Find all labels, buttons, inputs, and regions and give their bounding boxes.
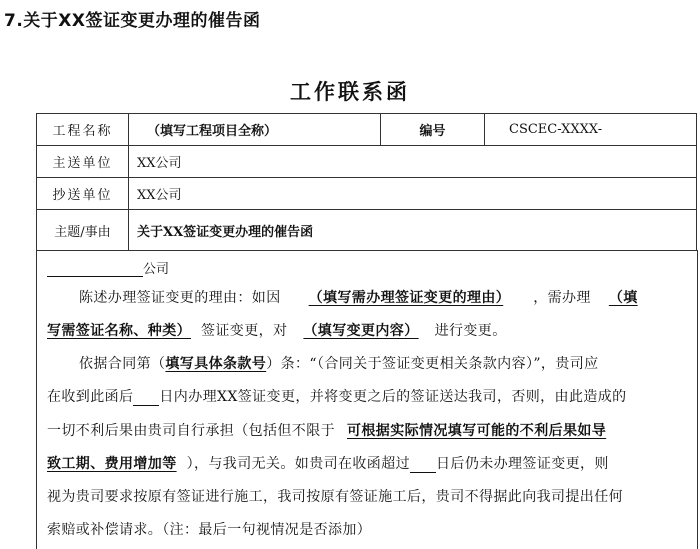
text-span: 日后仍未办理签证变更，则	[436, 456, 609, 472]
reason-field: （填写需办理签证变更的理由）	[308, 290, 504, 306]
table-row	[37, 210, 697, 251]
text-span: 签证变更，对	[201, 323, 288, 339]
recipient-blank	[47, 262, 143, 277]
paragraph-line: 视为贵司要求按原有签证进行施工，我司按原有签证施工后，贵司不得据此向我司提出任何	[47, 489, 623, 505]
paragraph-line	[47, 353, 695, 373]
table-row	[37, 146, 697, 178]
number-label: 编号	[381, 114, 485, 146]
main-recipient-value: XX公司	[129, 146, 697, 178]
document-title: 工作联系函	[290, 80, 410, 104]
project-name-value: （填写工程项目全称）	[129, 114, 381, 146]
paragraph-line: 索赔或补偿请求。（注：最后一句视情况是否添加）	[47, 522, 372, 538]
days-blank	[133, 391, 159, 406]
cc-value: XX公司	[129, 178, 697, 210]
recipient-suffix: 公司	[143, 262, 170, 277]
text-span: 陈述办理签证变更的理由：如因	[79, 290, 281, 306]
paragraph-line	[47, 287, 695, 307]
info-table	[36, 113, 697, 251]
text-span: ）条：“（合同关于签证变更相关条款内容）”，贵司应	[266, 356, 599, 372]
recipient-line	[47, 258, 169, 277]
table-row	[37, 178, 697, 210]
number-value: CSCEC-XXXX-	[485, 114, 697, 146]
letter-body	[36, 250, 698, 549]
paragraph-line	[47, 386, 695, 406]
clause-field: 填写具体条款号	[165, 356, 267, 372]
sign-name-field: （填	[608, 290, 638, 306]
text-span: 进行变更。	[434, 323, 507, 339]
text-span: 日内办理XX签证变更，并将变更之后的签证送达我司，否则，由此造成的	[159, 389, 627, 405]
section-heading: 7.关于XX签证变更办理的催告函	[4, 11, 261, 31]
paragraph-line	[47, 320, 695, 340]
cc-label: 抄送单位	[37, 178, 129, 210]
text-span: 在收到此函后	[47, 389, 134, 405]
paragraph-line	[47, 453, 695, 473]
text-span: 一切不利后果由贵司自行承担（包括但不限于	[47, 423, 335, 439]
subject-label: 主题/事由	[37, 210, 129, 251]
consequence-field: 致工期、费用增加等	[47, 456, 177, 472]
days-blank	[410, 458, 436, 473]
text-span: ），与我司无关。如贵司在收函超过	[186, 456, 411, 472]
consequence-field: 可根据实际情况填写可能的不利后果如导	[347, 423, 607, 439]
subject-value: 关于XX签证变更办理的催告函	[129, 210, 697, 251]
paragraph-line	[47, 420, 695, 440]
table-row	[37, 114, 697, 146]
project-name-label: 工程名称	[37, 114, 129, 146]
main-recipient-label: 主送单位	[37, 146, 129, 178]
sign-name-field: 写需签证名称、种类）	[47, 323, 191, 339]
text-span: 依据合同第（	[79, 356, 166, 372]
change-content-field: （填写变更内容）	[303, 323, 419, 339]
text-span: ，需办理	[533, 290, 591, 306]
